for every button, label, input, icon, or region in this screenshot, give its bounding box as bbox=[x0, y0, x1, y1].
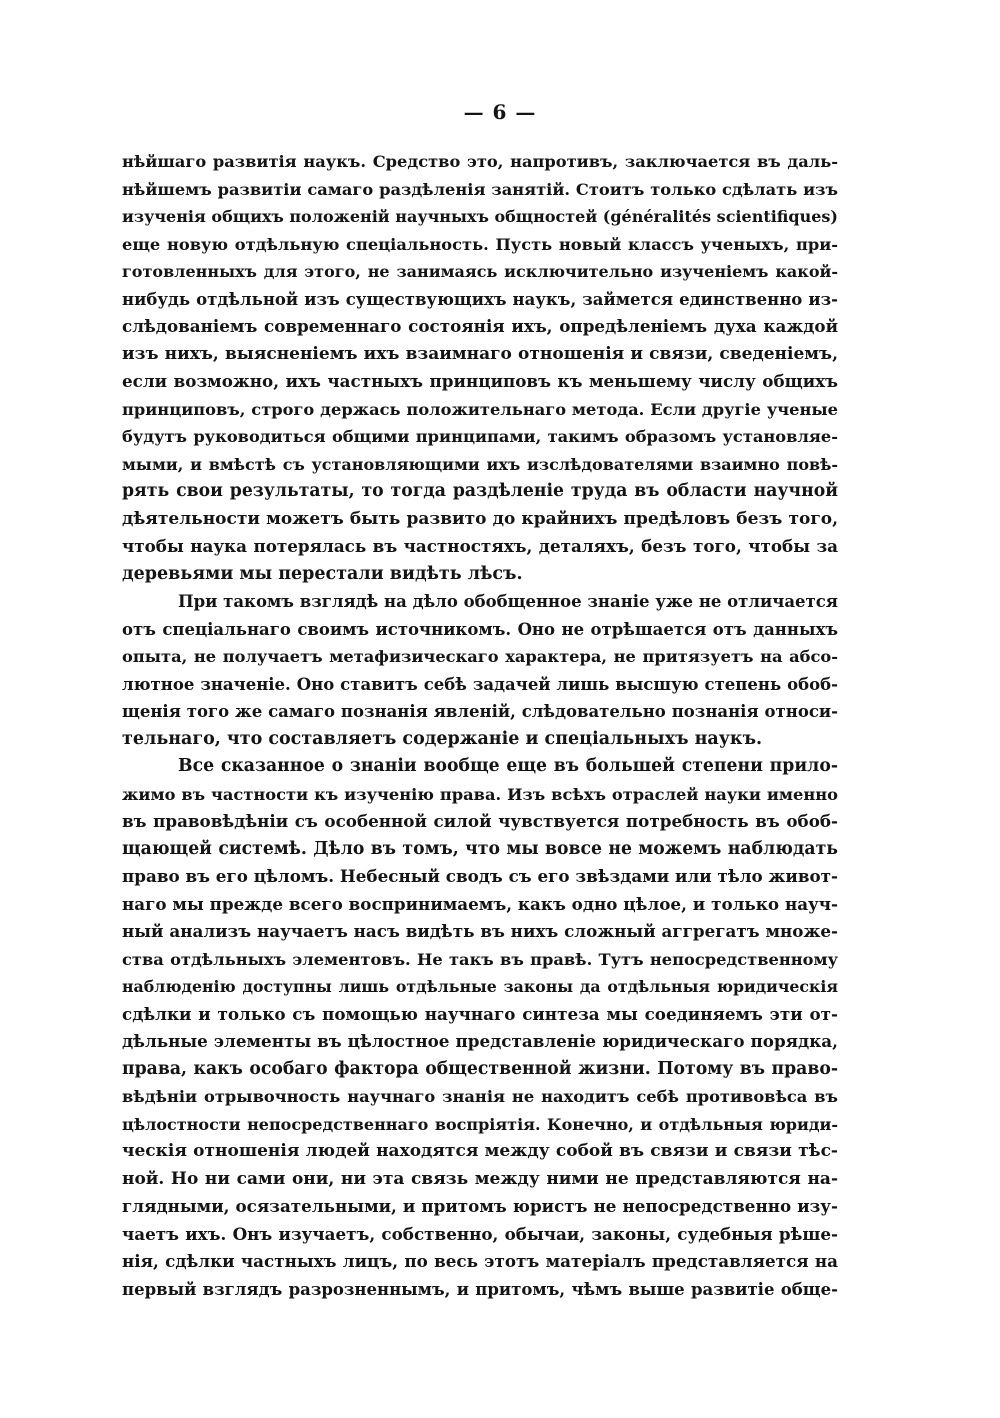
text-line: При такомъ взглядѣ на дѣло обобщенное знаніе уже не отличается bbox=[178, 592, 838, 611]
text-line: вѣдѣніи отрывочность научнаго знанія не находитъ себѣ противовѣса въ bbox=[122, 1087, 838, 1106]
text-line: Все сказанное о знаніи вообще еще въ большей степени прило- bbox=[178, 756, 838, 776]
text-line: въ правовѣдѣніи съ особенной силой чувствуется потребность въ обоб- bbox=[122, 811, 838, 831]
text-line: деревьями мы перестали видѣть лѣсъ. bbox=[122, 563, 523, 584]
text-line: чтобы наука потерялась въ частностяхъ, деталяхъ, безъ того, чтобы за bbox=[122, 536, 838, 556]
text-line: ной. Но ни сами они, ни эта связь между ними не представляются на- bbox=[122, 1168, 838, 1189]
text-line: нѣйшемъ развитіи самаго раздѣленія занятій. Стоитъ только сдѣлать изъ bbox=[122, 179, 838, 199]
text-line: ства отдѣльныхъ элементовъ. Не такъ въ правѣ. Тутъ непосредственному bbox=[122, 949, 838, 969]
text-line: сдѣлки и только съ помощью научнаго синтеза мы соединяемъ эти от- bbox=[122, 1003, 838, 1024]
text-line: нія, сдѣлки частныхъ лицъ, по весь этотъ матеріалъ представляется на bbox=[122, 1251, 838, 1271]
text-line: дѣльные элементы въ цѣлостное представленіе юридическаго порядка, bbox=[122, 1031, 838, 1051]
text-line: нѣйшаго развитія наукъ. Средство это, напротивъ, заключается въ даль- bbox=[122, 152, 838, 171]
text-line: рять свои результаты, то тогда раздѣленіе труда въ области научной bbox=[122, 481, 838, 501]
text-line: слѣдованіемъ современнаго состоянія ихъ, опредѣленіемъ духа каждой bbox=[122, 316, 838, 336]
text-line: ный анализъ научаетъ насъ видѣть въ нихъ сложный аггрегатъ множе- bbox=[122, 921, 838, 941]
text-line: наго мы прежде всего воспринимаемъ, какъ одно цѣлое, и только науч- bbox=[122, 893, 838, 914]
text-line: нибудь отдѣльной изъ существующихъ наукъ, займется единственно из- bbox=[122, 289, 838, 309]
text-line: готовленныхъ для этого, не занимаясь исключительно изученіемъ какой- bbox=[122, 262, 838, 281]
page-number: — 6 — bbox=[463, 100, 537, 124]
text-line: отъ спеціальнаго своимъ источникомъ. Оно не отрѣшается отъ данныхъ bbox=[122, 619, 838, 639]
text-line: ческія отношенія людей находятся между собой въ связи и связи тѣс- bbox=[122, 1141, 838, 1161]
text-line: опыта, не получаетъ метафизическаго характера, не притязуетъ на абсо- bbox=[122, 647, 838, 666]
text-line: изученія общихъ положеній научныхъ общностей (généralités scientifiques) bbox=[122, 207, 838, 226]
text-line: изъ нихъ, выясненіемъ ихъ взаимнаго отношенія и связи, сведеніемъ, bbox=[122, 343, 838, 364]
text-line: первый взглядъ разрозненнымъ, и притомъ, чѣмъ выше развитіе обще- bbox=[122, 1279, 838, 1299]
text-line: тельнаго, что составляетъ содержаніе и спеціальныхъ наукъ. bbox=[122, 728, 763, 749]
text-line: права, какъ особаго фактора общественной жизни. Потому въ право- bbox=[122, 1058, 838, 1079]
text-line: цѣлостности непосредственнаго воспріятія. Конечно, и отдѣльныя юриди- bbox=[122, 1114, 838, 1134]
text-line: принциповъ, строго держась положительнаго метода. Если другіе ученые bbox=[122, 399, 838, 419]
text-line: щенія того же самаго познанія явленій, слѣдовательно познанія относи- bbox=[122, 702, 838, 721]
text-line: еще новую отдѣльную спеціальность. Пусть новый классъ ученыхъ, при- bbox=[122, 234, 838, 254]
text-line: щающей системѣ. Дѣло въ томъ, что мы вовсе не можемъ наблюдать bbox=[122, 838, 838, 859]
text-line: дѣятельности можетъ быть развито до крайнихъ предѣловъ безъ того, bbox=[122, 508, 838, 529]
text-line: жимо въ частности къ изученію права. Изъ всѣхъ отраслей науки именно bbox=[122, 784, 838, 804]
text-line: право въ его цѣломъ. Небесный сводъ съ его звѣздами или тѣло живот- bbox=[122, 866, 838, 886]
text-line: мыми, и вмѣстѣ съ установляющими ихъ изслѣдователями взаимно повѣ- bbox=[122, 454, 838, 474]
body-text bbox=[122, 148, 838, 1303]
text-line: наблюденію доступны лишь отдѣльные законы да отдѣльныя юридическія bbox=[122, 977, 838, 996]
text-line: лютное значеніе. Оно ставитъ себѣ задачей лишь высшую степень обоб- bbox=[122, 674, 838, 694]
text-line: будутъ руководиться общими принципами, такимъ образомъ установляе- bbox=[122, 427, 838, 446]
text-line: глядными, осязательными, и притомъ юристъ не непосредственно изу- bbox=[122, 1196, 838, 1216]
text-line: если возможно, ихъ частныхъ принциповъ къ меньшему числу общихъ bbox=[122, 371, 838, 391]
text-line: чаетъ ихъ. Онъ изучаетъ, собственно, обычаи, законы, судебныя рѣше- bbox=[122, 1223, 838, 1244]
